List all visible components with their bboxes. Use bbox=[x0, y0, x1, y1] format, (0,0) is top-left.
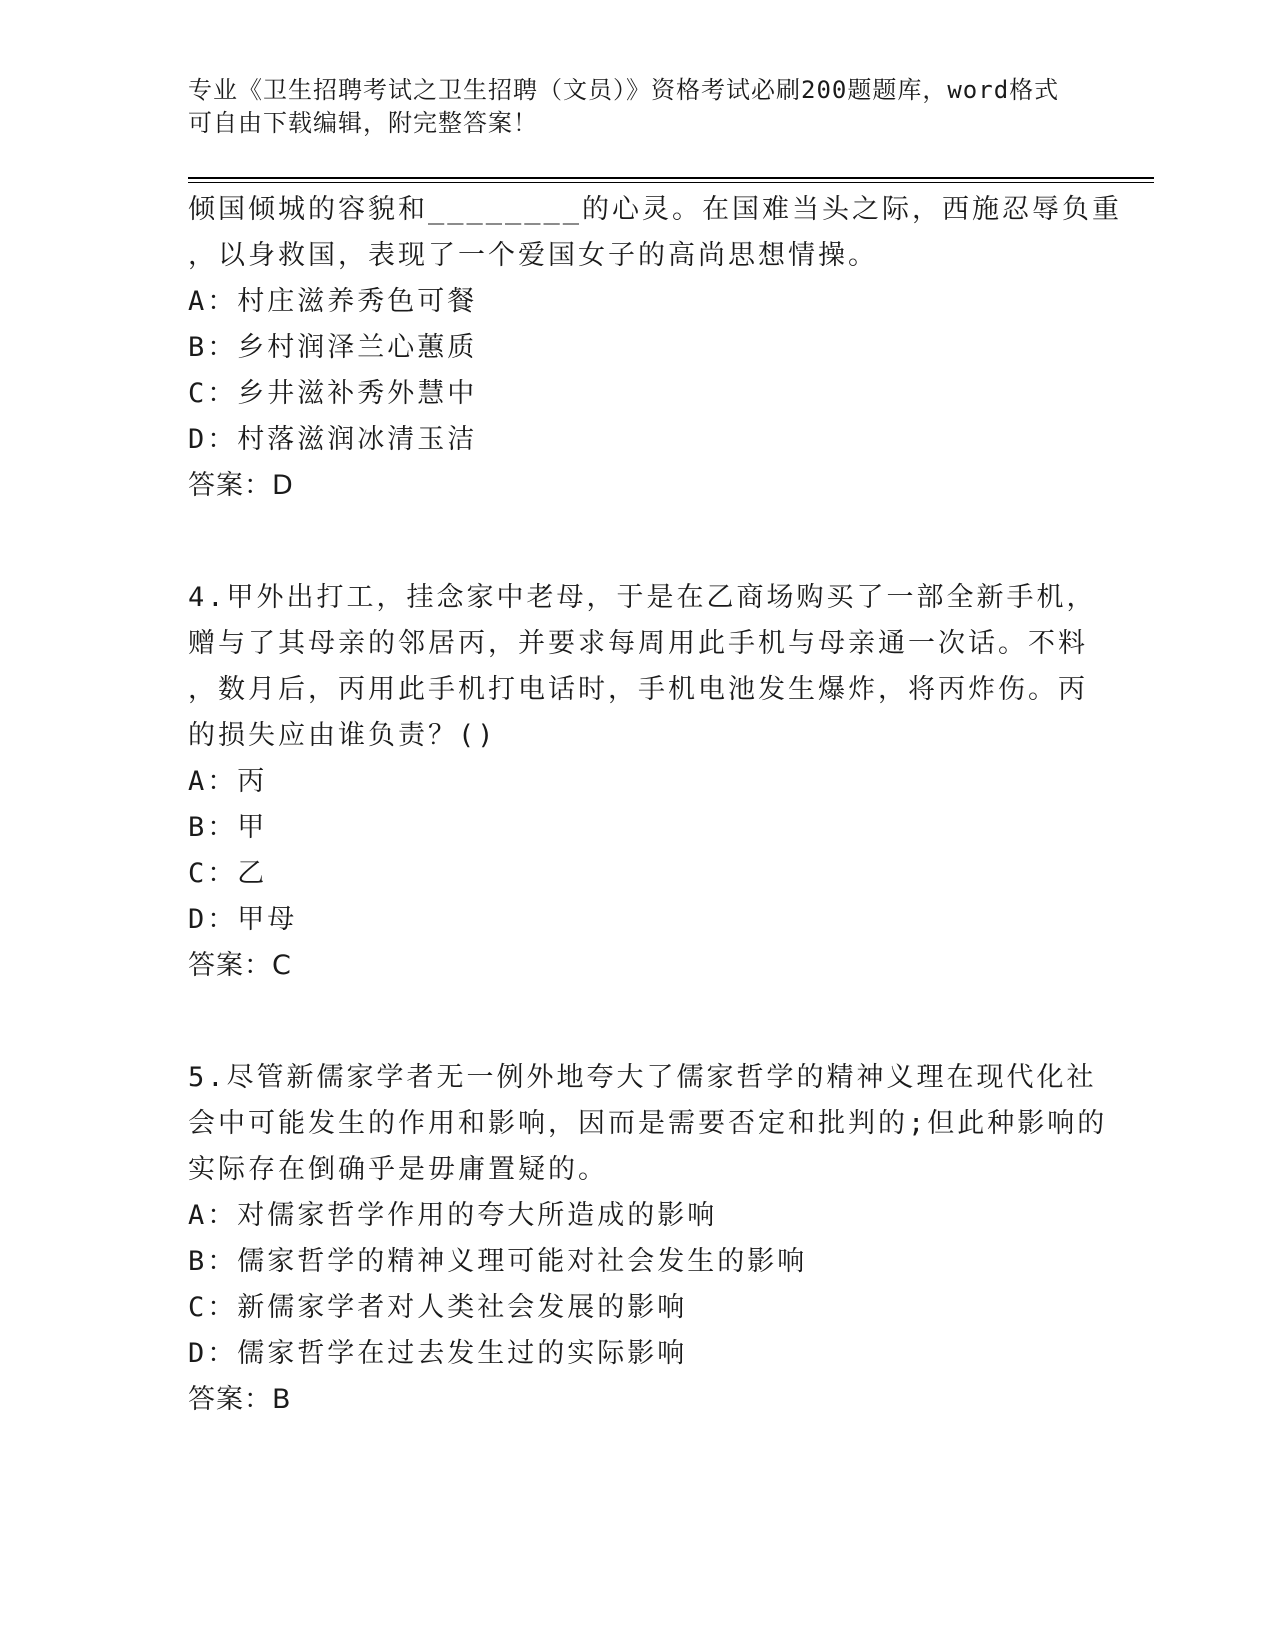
question-spacer bbox=[188, 509, 1078, 575]
question-stem-line: ，数月后，丙用此手机打电话时，手机电池发生爆炸，将丙炸伤。丙 bbox=[188, 674, 1088, 705]
option-b: B：甲 bbox=[188, 812, 268, 843]
header-title-line-1: 专业《卫生招聘考试之卫生招聘（文员）》资格考试必刷200题题库，word格式 bbox=[188, 76, 1060, 104]
question-stem-line: 实际存在倒确乎是毋庸置疑的。 bbox=[188, 1154, 608, 1185]
document-header bbox=[188, 74, 1088, 140]
option-a: A：对儒家哲学作用的夸大所造成的影响 bbox=[188, 1200, 718, 1231]
header-divider-thin bbox=[188, 182, 1154, 183]
question-5 bbox=[188, 1055, 1108, 1423]
question-3 bbox=[188, 187, 1123, 509]
question-list bbox=[188, 187, 1123, 1423]
question-4 bbox=[188, 575, 1097, 989]
question-stem-line: 会中可能发生的作用和影响，因而是需要否定和批判的;但此种影响的 bbox=[188, 1108, 1108, 1139]
question-spacer bbox=[188, 989, 1078, 1055]
option-d: D：甲母 bbox=[188, 904, 298, 935]
question-stem-line: 赠与了其母亲的邻居丙，并要求每周用此手机与母亲通一次话。不料 bbox=[188, 628, 1088, 659]
option-d: D：儒家哲学在过去发生过的实际影响 bbox=[188, 1338, 688, 1369]
option-b: B：儒家哲学的精神义理可能对社会发生的影响 bbox=[188, 1246, 808, 1277]
option-a: A：村庄滋养秀色可餐 bbox=[188, 286, 478, 317]
header-title-line-2: 可自由下载编辑，附完整答案！ bbox=[188, 109, 538, 137]
option-c: C：乙 bbox=[188, 858, 268, 889]
option-c: C：新儒家学者对人类社会发展的影响 bbox=[188, 1292, 688, 1323]
question-stem-line: 倾国倾城的容貌和________的心灵。在国难当头之际，西施忍辱负重 bbox=[188, 194, 1123, 225]
answer-line: 答案：B bbox=[188, 1384, 292, 1415]
option-b: B：乡村润泽兰心蕙质 bbox=[188, 332, 478, 363]
option-d: D：村落滋润冰清玉洁 bbox=[188, 424, 478, 455]
question-stem-line: 4.甲外出打工，挂念家中老母，于是在乙商场购买了一部全新手机， bbox=[188, 582, 1097, 613]
option-a: A：丙 bbox=[188, 766, 268, 797]
question-stem-line: 的损失应由谁负责？() bbox=[188, 720, 497, 751]
option-c: C：乡井滋补秀外慧中 bbox=[188, 378, 478, 409]
answer-line: 答案：C bbox=[188, 950, 292, 981]
header-divider-thick bbox=[188, 177, 1154, 179]
question-stem-line: ，以身救国，表现了一个爱国女子的高尚思想情操。 bbox=[188, 240, 878, 271]
answer-line: 答案：D bbox=[188, 470, 294, 501]
question-stem-line: 5.尽管新儒家学者无一例外地夸大了儒家哲学的精神义理在现代化社 bbox=[188, 1062, 1097, 1093]
